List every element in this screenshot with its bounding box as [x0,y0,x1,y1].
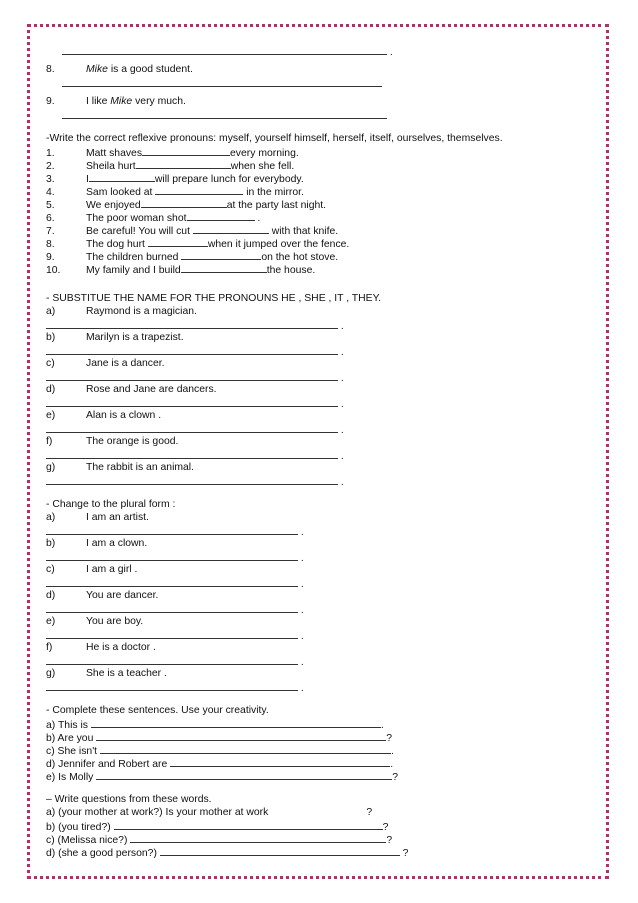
answer-line: . [46,550,566,563]
item-text: . [254,213,261,224]
item-number: b) [46,538,56,549]
item-text: I am a girl . [86,564,138,575]
list-item [46,409,566,422]
item-number: d) [46,384,56,395]
answer-blank[interactable] [62,108,387,119]
item-text: when it jumped over the fence. [207,239,350,250]
answer-blank[interactable] [130,832,386,843]
plural-list [46,511,566,693]
list-item [46,262,566,275]
answer-line: . [46,370,566,383]
item-text: very much. [132,96,186,107]
answer-blank[interactable] [46,550,298,561]
answer-blank[interactable] [46,680,298,691]
section-instruction: - SUBSTITUE THE NAME FOR THE PRONOUNS HE , SHE , IT , THEY. [46,293,382,304]
item-text: on the hot stove. [261,252,339,263]
item-text: is a good student. [107,64,193,75]
item-text: ? [399,848,409,859]
item-text: He is a doctor . [86,642,156,653]
answer-blank[interactable] [148,236,208,247]
item-text: You are boy. [86,616,144,627]
list-item [46,197,566,210]
list-item [46,145,566,158]
item-number: 5. [46,200,55,211]
item-number: f) [46,436,53,447]
item-number: 3. [46,174,55,185]
item-text: . [380,720,384,731]
answer-blank[interactable] [114,819,383,830]
answer-line: . [46,318,566,331]
item-text: I [86,174,89,185]
questions-list [46,806,566,858]
item-number: 9. [46,252,55,263]
answer-line: . [46,44,566,57]
answer-blank[interactable] [141,197,227,208]
answer-blank[interactable] [91,717,381,728]
answer-blank[interactable] [46,344,338,355]
item-text: Jane is a dancer. [86,358,165,369]
reflexive-list [46,145,566,275]
item-text: a) This is [46,720,91,731]
item-text: Alan is a clown . [86,410,162,421]
list-item [46,730,566,743]
item-text: My family and I build [86,265,181,276]
item-text: e) Is Molly [46,772,97,783]
list-item [46,845,566,858]
item-number: 8. [46,64,55,75]
item-text: b) Are you [46,733,97,744]
item-text: She is a teacher . [86,668,167,679]
answer-line: . [46,396,566,409]
substitute-list [46,305,566,487]
list-item [46,537,566,550]
item-text: ? [382,822,389,833]
item-number: 4. [46,187,55,198]
item-text: Marilyn is a trapezist. [86,332,184,343]
answer-blank[interactable] [46,448,338,459]
item-text: ? [386,835,393,846]
answer-blank[interactable] [193,223,269,234]
list-item [46,357,566,370]
item-text: Matt shaves [86,148,143,159]
item-text: at the party last night. [226,200,327,211]
list-item [46,223,566,236]
item-text: . [390,746,394,757]
answer-blank[interactable] [46,576,298,587]
item-text: will prepare lunch for everybody. [154,174,304,185]
item-text: The orange is good. [86,436,179,447]
item-number: 1. [46,148,55,159]
list-item [46,210,566,223]
item-text: Sheila hurt [86,161,136,172]
item-text: ? [366,807,373,818]
item-text: a) (your mother at work?) Is your mother at work [46,807,269,818]
answer-line: . [46,680,566,693]
list-item [46,236,566,249]
list-item [46,511,566,524]
list-item [46,249,566,262]
answer-line: . [46,654,566,667]
item-number: d) [46,590,56,601]
item-number: c) [46,358,55,369]
answer-blank[interactable] [142,145,230,156]
answer-line: . [46,524,566,537]
answer-line: . [46,474,566,487]
list-item [46,171,566,184]
answer-blank[interactable] [46,318,338,329]
item-text: ? [392,772,399,783]
answer-line [46,76,566,89]
list-item [46,383,566,396]
answer-blank[interactable] [100,743,391,754]
answer-blank[interactable] [160,845,400,856]
list-item [46,832,566,845]
list-item [46,158,566,171]
item-text: ? [386,733,393,744]
answer-blank[interactable] [62,76,382,87]
item-text: when she fell. [230,161,295,172]
answer-line: . [46,448,566,461]
answer-blank[interactable] [187,210,255,221]
item-text: You are dancer. [86,590,159,601]
list-item [46,756,566,769]
item-text: b) (you tired?) [46,822,114,833]
answer-line: . [46,576,566,589]
list-item [46,184,566,197]
item-text: the house. [266,265,316,276]
list-item [46,461,566,474]
item-number: 6. [46,213,55,224]
section-instruction: - Complete these sentences. Use your creativity. [46,705,269,716]
answer-blank[interactable] [155,184,243,195]
item-number: g) [46,462,56,473]
answer-line: . [46,422,566,435]
item-text: Rose and Jane are dancers. [86,384,217,395]
item-number: a) [46,512,56,523]
item-text: . [390,759,394,770]
worksheet-content [46,44,566,858]
item-text: The rabbit is an animal. [86,462,195,473]
answer-blank[interactable] [181,249,261,260]
item-text: with that knife. [268,226,339,237]
answer-blank[interactable] [46,396,338,407]
item-number: e) [46,616,56,627]
answer-blank[interactable] [46,602,298,613]
answer-blank[interactable] [46,370,338,381]
answer-blank[interactable] [181,262,267,273]
answer-blank[interactable] [46,654,298,665]
list-item [46,563,566,576]
answer-line: . [46,602,566,615]
list-item [46,305,566,318]
item-text: The poor woman shot [86,213,187,224]
item-number: 2. [46,161,55,172]
item-text: I am a clown. [86,538,148,549]
answer-blank[interactable] [136,158,231,169]
list-item [46,95,566,108]
answer-blank[interactable] [62,44,387,55]
item-text: d) (she a good person?) [46,848,160,859]
item-text: Sam looked at [86,187,156,198]
item-text: d) Jennifer and Robert are [46,759,171,770]
item-number: e) [46,410,56,421]
list-item [46,641,566,654]
answer-blank[interactable] [96,730,386,741]
item-number: f) [46,642,53,653]
item-text: Be careful! You will cut [86,226,193,237]
list-item [46,63,566,76]
item-text: We enjoyed [86,200,141,211]
list-item [46,743,566,756]
item-text: Mike [86,64,108,75]
complete-list [46,717,566,782]
answer-blank[interactable] [96,769,392,780]
item-text: I am an artist. [86,512,149,523]
list-item [46,615,566,628]
answer-blank[interactable] [46,628,298,639]
list-item [46,331,566,344]
item-text: every morning. [230,148,299,159]
answer-line [46,108,566,121]
answer-line: . [46,628,566,641]
answer-blank[interactable] [46,422,338,433]
list-item [46,589,566,602]
answer-blank[interactable] [46,524,298,535]
answer-blank[interactable] [46,474,338,485]
item-number: a) [46,306,56,317]
item-number: 10. [46,265,61,276]
item-text: The children burned [86,252,182,263]
list-item [46,717,566,730]
section-instruction: – Write questions from these words. [46,794,212,805]
item-text: Raymond is a magician. [86,306,197,317]
section-instruction: - Change to the plural form : [46,499,176,510]
answer-line: . [46,344,566,357]
answer-blank[interactable] [89,171,155,182]
section-instruction: -Write the correct reflexive pronouns: myself, yourself himself, herself, itself, ourselves, themselves. [46,133,503,144]
item-text: c) She isn't [46,746,100,757]
item-text: I like [86,96,111,107]
list-item [46,769,566,782]
item-number: c) [46,564,55,575]
item-text: Mike [110,96,133,107]
item-number: 7. [46,226,55,237]
list-item [46,806,566,819]
item-number: b) [46,332,56,343]
list-item [46,435,566,448]
list-item [46,819,566,832]
item-number: 9. [46,96,55,107]
item-number: 8. [46,239,55,250]
answer-blank[interactable] [170,756,390,767]
item-number: g) [46,668,56,679]
item-text: c) (Melissa nice?) [46,835,131,846]
list-item [46,667,566,680]
item-text: The dog hurt [86,239,148,250]
item-text: in the mirror. [243,187,304,198]
